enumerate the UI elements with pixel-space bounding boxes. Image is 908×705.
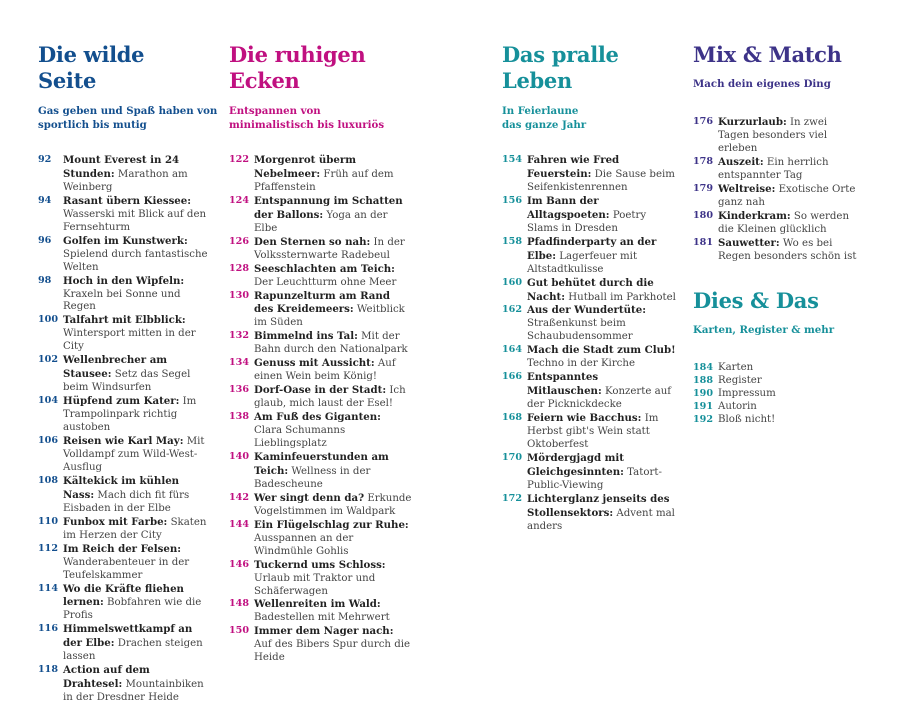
toc-entry	[38, 583, 210, 624]
entry-heading: Action auf dem Drahtesel:	[63, 664, 150, 691]
page-number: 132	[229, 330, 250, 342]
entry-heading: Im Reich der Felsen:	[63, 542, 181, 555]
entry-description: Badestellen mit Mehrwert	[254, 612, 390, 624]
toc-entry	[229, 236, 412, 263]
page-number: 166	[502, 371, 523, 383]
entry-description: In der Volkssternwarte Radebeul	[254, 236, 405, 261]
entry-heading: Weltreise:	[718, 182, 776, 195]
entry-description: Der Leuchtturm ohne Meer	[254, 276, 397, 288]
entry-heading: Kinderkram:	[718, 209, 791, 222]
entry-heading: Bimmelnd ins Tal:	[254, 330, 358, 343]
page-number: 170	[502, 451, 523, 463]
entry-description: Mit der Bahn durch den Nationalpark	[254, 331, 408, 356]
page-number: 136	[229, 384, 250, 396]
section-subtitle: Mach dein eigenes Ding	[693, 78, 831, 90]
entry-heading: Kältekick im kühlen Nass:	[63, 474, 180, 501]
section-title: Die wilde Seite	[38, 42, 145, 93]
entry-heading: Wer singt denn da?	[254, 491, 365, 504]
entry-heading: Wellenreiten im Wald:	[254, 598, 381, 611]
entry-description: Im Herbst gibt's Wein statt Oktoberfest	[527, 413, 659, 451]
entry-description: Bloß nicht!	[718, 413, 776, 425]
entry-heading: Gut behütet durch die Nacht:	[527, 276, 654, 303]
entry-description: Marathon am Weinberg	[63, 168, 188, 193]
entry-description: Advent mal anders	[527, 507, 675, 532]
entry-heading: Mördergjagd mit Gleichgesinnten:	[527, 451, 624, 478]
page-number: 138	[229, 411, 250, 423]
section-title: Die ruhigen Ecken	[229, 42, 366, 93]
toc-entry	[693, 414, 861, 427]
toc-entry	[38, 435, 210, 475]
entry-description: So werden die Kleinen glücklich	[718, 210, 850, 235]
entry-description: Auf einen Wein beim König!	[254, 358, 396, 383]
entry-description: Weitblick im Süden	[254, 304, 405, 329]
page-number: 96	[38, 234, 52, 246]
toc-entry	[229, 559, 412, 599]
page-number: 104	[38, 395, 59, 407]
toc-entry	[229, 290, 412, 331]
entry-heading: Hoch in den Wipfeln:	[63, 274, 185, 287]
toc-entry	[502, 452, 676, 493]
toc-entry	[38, 354, 210, 395]
toc-entry	[229, 154, 412, 195]
page-number: 102	[38, 354, 59, 366]
toc-entry	[693, 401, 861, 414]
entry-heading: Tuckernd ums Schloss:	[254, 558, 386, 571]
entry-heading: Kaminfeuerstunden am Teich:	[254, 450, 389, 477]
page-number: 110	[38, 515, 59, 527]
page-number: 124	[229, 194, 250, 206]
entry-description: Mit Volldampf zum Wild-West-Ausflug	[63, 436, 205, 473]
entry-description: Wellness in der Badescheune	[254, 465, 371, 490]
entry-description: Straßenkunst beim Schaubudensommer	[527, 318, 633, 343]
toc-entry	[502, 195, 676, 236]
entry-heading: Hüpfend zum Kater:	[63, 395, 180, 408]
entry-heading: Seeschlachten am Teich:	[254, 262, 395, 275]
entry-description: Konzerte auf der Picknickdecke	[527, 386, 672, 411]
entry-heading: Dorf-Oase in der Stadt:	[254, 384, 387, 397]
entry-description: Die Sause beim Seifenkistenrennen	[527, 168, 675, 193]
entry-description: Drachen steigen lassen	[63, 638, 203, 663]
entry-heading: Immer dem Nager nach:	[254, 625, 394, 638]
page-number: 160	[502, 276, 523, 288]
entry-description: Tatort-Public-Viewing	[527, 466, 662, 491]
toc-entry	[502, 277, 676, 305]
page-number: 116	[38, 623, 59, 635]
toc-list	[229, 154, 412, 665]
entry-heading: Wo die Kräfte fliehen lernen:	[63, 582, 184, 609]
entry-heading: Genuss mit Aussicht:	[254, 357, 375, 370]
toc-entry	[38, 314, 210, 354]
page-number: 92	[38, 154, 52, 165]
entry-description: Techno in der Kirche	[527, 358, 635, 370]
toc-entry	[502, 371, 676, 412]
section-title: Das pralle Leben	[502, 42, 619, 93]
entry-heading: Im Bann der Alltagspoeten:	[527, 194, 610, 221]
entry-heading: Rapunzelturm am Rand des Kreidemeers:	[254, 289, 390, 316]
entry-description: Ausspannen an der Windmühle Gohlis	[254, 532, 354, 557]
toc-entry	[502, 412, 676, 452]
entry-description: Ich glaub, mich laust der Esel!	[254, 385, 406, 410]
page-number: 106	[38, 435, 59, 447]
entry-heading: Wellenbrecher am Stausee:	[63, 354, 168, 381]
page-number: 188	[693, 374, 714, 386]
toc-entry	[693, 116, 861, 156]
entry-description: Bobfahren wie die Profis	[63, 597, 202, 622]
page-number: 181	[693, 236, 714, 248]
page-number: 168	[502, 412, 523, 424]
entry-heading: Auszeit:	[718, 155, 764, 168]
toc-entry	[38, 395, 210, 435]
page-number: 122	[229, 154, 250, 165]
page-number: 128	[229, 262, 250, 274]
toc-entry	[229, 195, 412, 236]
page-number: 114	[38, 582, 59, 594]
entry-heading: Entspannung im Schatten der Ballons:	[254, 194, 403, 221]
entry-description: Auf des Bibers Spur durch die Heide	[254, 639, 411, 664]
entry-description: Poetry Slams in Dresden	[527, 209, 647, 234]
toc-entry	[38, 475, 210, 516]
page-number: 112	[38, 542, 59, 554]
page-number: 126	[229, 235, 250, 247]
entry-heading: Funbox mit Farbe:	[63, 515, 168, 528]
toc-entry	[229, 451, 412, 492]
page-number: 146	[229, 558, 250, 570]
entry-description: Wo es bei Regen besonders schön ist	[718, 237, 857, 262]
page-number: 172	[502, 492, 523, 504]
entry-heading: Reisen wie Karl May:	[63, 435, 184, 448]
page-number: 100	[38, 314, 59, 326]
page-number: 94	[38, 194, 52, 206]
entry-description: Skaten im Herzen der City	[63, 516, 207, 541]
entry-description: Hutball im Parkhotel	[568, 291, 676, 303]
page-number: 192	[693, 413, 714, 425]
page-number: 164	[502, 344, 523, 356]
section-title: Dies & Das	[693, 288, 819, 313]
page-number: 142	[229, 491, 250, 503]
page-number: 176	[693, 116, 714, 127]
toc-entry	[502, 493, 676, 534]
toc-entry	[229, 384, 412, 411]
entry-description: Lagerfeuer mit Altstadtkulisse	[527, 250, 638, 275]
page-number: 178	[693, 155, 714, 167]
entry-description: Register	[718, 374, 762, 386]
toc-entry	[229, 625, 412, 665]
entry-description: Erkunde Vogelstimmen im Waldpark	[254, 492, 412, 517]
toc-entry	[38, 195, 210, 235]
entry-description: Karten	[718, 362, 754, 373]
toc-entry	[502, 236, 676, 277]
entry-heading: Fahren wie Fred Feuerstein:	[527, 154, 620, 180]
entry-heading: Am Fuß des Giganten:	[254, 411, 381, 424]
toc-entry	[693, 183, 861, 210]
page-number: 150	[229, 625, 250, 637]
entry-description: In zwei Tagen besonders viel erleben	[718, 117, 828, 154]
page-number: 154	[502, 154, 523, 165]
page-number: 134	[229, 357, 250, 369]
entry-description: Impressum	[718, 387, 776, 399]
toc-entry	[229, 411, 412, 451]
page-number: 191	[693, 400, 714, 412]
entry-description: Wanderabenteuer in der Teufelskammer	[63, 556, 190, 581]
section-title: Mix & Match	[693, 42, 842, 67]
page-number: 140	[229, 450, 250, 462]
entry-heading: Morgenrot überm Nebelmeer:	[254, 154, 357, 180]
section-subtitle: In Feierlaune das ganze Jahr	[502, 105, 587, 131]
entry-description: Yoga an der Elbe	[254, 209, 388, 234]
page-number: 184	[693, 362, 714, 373]
entry-description: Autorin	[718, 400, 757, 412]
entry-heading: Mount Everest in 24 Stunden:	[63, 154, 180, 180]
toc-entry	[229, 330, 412, 357]
section-subtitle: Karten, Register & mehr	[693, 324, 835, 336]
entry-description: Urlaub mit Traktor und Schäferwagen	[254, 572, 376, 597]
entry-description: Clara Schumanns Lieblingsplatz	[254, 425, 346, 450]
page-number: 144	[229, 518, 250, 530]
entry-description: Wasserski mit Blick auf den Fernsehturm	[63, 208, 207, 233]
entry-heading: Golfen im Kunstwerk:	[63, 234, 188, 247]
toc-entry	[693, 210, 861, 237]
page-number: 162	[502, 304, 523, 316]
toc-entry	[693, 362, 861, 375]
toc-entry	[229, 598, 412, 625]
entry-heading: Himmelswettkampf an der Elbe:	[63, 623, 193, 650]
entry-heading: Talfahrt mit Elbblick:	[63, 314, 186, 327]
entry-heading: Aus der Wundertüte:	[527, 304, 646, 317]
page-number: 108	[38, 474, 59, 486]
entry-heading: Entspanntes Mitlauschen:	[527, 371, 602, 398]
toc-list	[502, 154, 676, 534]
page-number: 190	[693, 387, 714, 399]
toc-entry	[502, 154, 676, 195]
toc-entry	[229, 263, 412, 290]
entry-description: Im Trampolinpark richtig austoben	[63, 396, 197, 434]
toc-entry	[38, 154, 210, 195]
entry-description: Setz das Segel beim Windsurfen	[63, 369, 191, 394]
entry-description: Kraxeln bei Sonne und Regen	[63, 288, 181, 313]
entry-heading: Lichterglanz jenseits des Stollensektors:	[527, 492, 670, 519]
page-number: 130	[229, 289, 250, 301]
toc-entry	[38, 543, 210, 583]
entry-description: Wintersport mitten in der City	[63, 328, 196, 353]
entry-description: Ein herrlich entspannter Tag	[718, 156, 829, 181]
page-number: 118	[38, 664, 59, 676]
toc-entry	[38, 275, 210, 315]
page-number: 179	[693, 182, 714, 194]
entry-heading: Den Sternen so nah:	[254, 235, 371, 248]
toc-entry	[693, 156, 861, 183]
entry-heading: Feiern wie Bacchus:	[527, 412, 642, 425]
page-number: 180	[693, 209, 714, 221]
toc-entry	[502, 344, 676, 371]
entry-description: Exotische Orte ganz nah	[718, 183, 856, 208]
toc-list	[693, 116, 861, 263]
entry-description: Spielend durch fantastische Welten	[63, 248, 208, 273]
entry-heading: Pfadfinderparty an der Elbe:	[527, 235, 657, 262]
toc-entry	[229, 357, 412, 384]
entry-description: Früh auf dem Pfaffenstein	[254, 168, 394, 193]
entry-description: Mountainbiken in der Dresdner Heide	[63, 679, 204, 704]
entry-description: Mach dich fit fürs Eisbaden in der Elbe	[63, 489, 190, 514]
page-number: 98	[38, 274, 52, 286]
toc-entry	[38, 235, 210, 275]
page-number: 148	[229, 598, 250, 610]
page-number: 156	[502, 194, 523, 206]
page-number: 158	[502, 235, 523, 247]
toc-entry	[502, 304, 676, 344]
toc-entry	[229, 492, 412, 519]
section-subtitle: Gas geben und Spaß haben von sportlich bis mutig	[38, 105, 218, 131]
toc-entry	[38, 516, 210, 543]
toc-list	[38, 154, 210, 705]
toc-entry	[693, 237, 861, 264]
entry-heading: Sauwetter:	[718, 236, 780, 249]
toc-entry	[229, 519, 412, 559]
toc-list	[693, 362, 861, 427]
toc-entry	[693, 375, 861, 388]
toc-entry	[693, 388, 861, 401]
entry-heading: Ein Flügelschlag zur Ruhe:	[254, 518, 409, 531]
entry-heading: Rasant übern Kiessee:	[63, 194, 192, 207]
section-subtitle: Entspannen von minimalistisch bis luxuriös	[229, 105, 385, 131]
toc-entry	[38, 623, 210, 664]
entry-heading: Kurzurlaub:	[718, 116, 787, 128]
entry-heading: Mach die Stadt zum Club!	[527, 344, 676, 357]
toc-entry	[38, 664, 210, 705]
